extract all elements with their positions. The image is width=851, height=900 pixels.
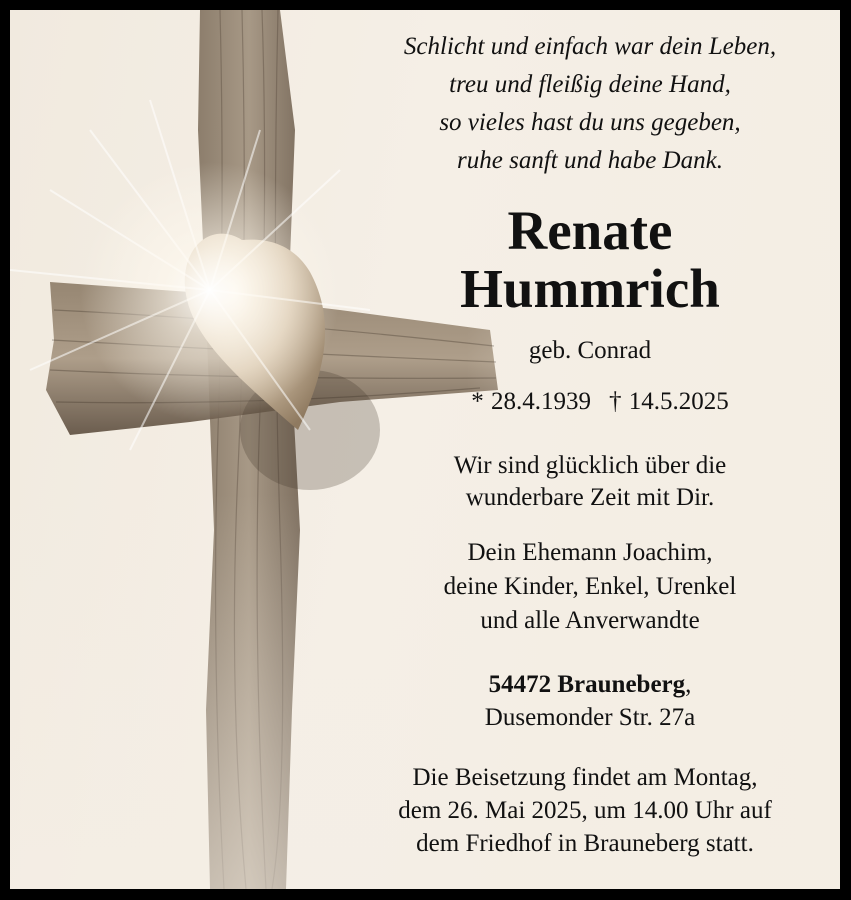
poem-line: Schlicht und einfach war dein Leben, — [403, 33, 777, 60]
address-comma: , — [685, 671, 692, 698]
life-dates — [390, 384, 810, 420]
birth-date: * 28.4.1939 — [471, 388, 591, 415]
burial-line: Die Beisetzung findet am Montag, — [412, 764, 758, 791]
quote-line: Wir sind glücklich über die — [453, 452, 727, 479]
death-date: † 14.5.2025 — [609, 388, 729, 415]
mourners — [380, 536, 800, 638]
obituary-card — [10, 10, 840, 889]
burial-notice — [340, 761, 830, 860]
address — [390, 668, 790, 734]
maiden-name: geb. Conrad — [528, 337, 652, 364]
address-street: Dusemonder Str. 27a — [484, 704, 696, 731]
remembrance-quote — [380, 450, 800, 514]
mourners-line: Dein Ehemann Joachim, — [467, 539, 713, 566]
first-name: Renate — [507, 200, 673, 261]
poem-line: so vieles hast du uns gegeben, — [439, 109, 741, 136]
address-city: 54472 Brauneberg — [488, 671, 686, 698]
poem — [360, 28, 820, 180]
poem-line: ruhe sanft und habe Dank. — [457, 147, 723, 174]
quote-line: wunderbare Zeit mit Dir. — [465, 484, 715, 511]
mourners-line: und alle Anverwandte — [480, 607, 700, 634]
mourners-line: deine Kinder, Enkel, Urenkel — [443, 573, 737, 600]
burial-line: dem Friedhof in Brauneberg statt. — [416, 830, 754, 857]
last-name: Hummrich — [460, 258, 720, 319]
burial-line: dem 26. Mai 2025, um 14.00 Uhr auf — [398, 797, 772, 824]
deceased-name — [390, 202, 790, 318]
poem-line: treu und fleißig deine Hand, — [449, 71, 731, 98]
